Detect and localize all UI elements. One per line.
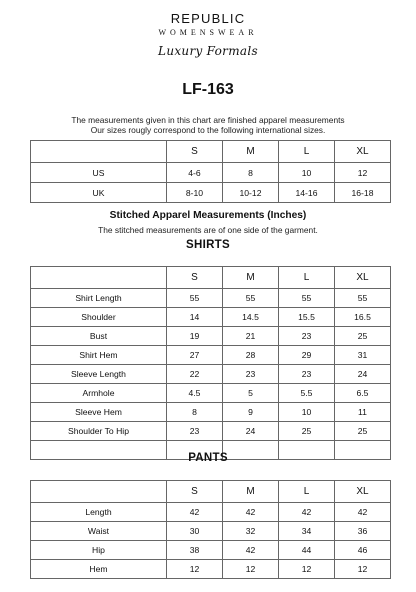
row-label: Shirt Hem [31, 346, 167, 365]
header-blank-cell [31, 481, 167, 503]
shirts-size-table [30, 266, 391, 460]
measurement-row [31, 384, 391, 403]
header-blank-cell [31, 141, 167, 163]
measurement-row [31, 503, 391, 522]
size-header-cell: M [223, 481, 279, 503]
value-cell: 55 [279, 289, 335, 308]
brand-subtitle: WOMENSWEAR [158, 28, 258, 37]
measurement-row [31, 403, 391, 422]
size-header-row [31, 267, 391, 289]
size-header-cell: L [279, 267, 335, 289]
stitched-subtitle: The stitched measurements are of one side of the garment. [98, 225, 318, 235]
row-label: Shirt Length [31, 289, 167, 308]
value-cell: 4.5 [167, 384, 223, 403]
row-label: UK [31, 183, 167, 203]
value-cell: 24 [223, 422, 279, 441]
value-cell: 30 [167, 522, 223, 541]
value-cell: 12 [335, 560, 391, 579]
value-cell: 11 [335, 403, 391, 422]
row-label: Length [31, 503, 167, 522]
size-header-cell: S [167, 267, 223, 289]
size-header-cell: S [167, 141, 223, 163]
value-cell: 42 [167, 503, 223, 522]
value-cell: 14-16 [279, 183, 335, 203]
row-label: Sleeve Hem [31, 403, 167, 422]
size-header-row [31, 141, 391, 163]
value-cell: 8-10 [167, 183, 223, 203]
pants-heading: PANTS [188, 452, 228, 464]
measurement-row [31, 560, 391, 579]
value-cell: 25 [335, 327, 391, 346]
value-cell: 23 [279, 365, 335, 384]
value-cell: 31 [335, 346, 391, 365]
stitched-title: Stitched Apparel Measurements (Inches) [109, 210, 307, 221]
value-cell: 55 [167, 289, 223, 308]
value-cell: 12 [223, 560, 279, 579]
row-label: Shoulder [31, 308, 167, 327]
measurement-row [31, 346, 391, 365]
brand-line: Luxury Formals [158, 44, 258, 58]
size-header-cell: XL [335, 141, 391, 163]
value-cell: 21 [223, 327, 279, 346]
intro-line-1: The measurements given in this chart are finished apparel measurements [71, 115, 345, 125]
row-label: Armhole [31, 384, 167, 403]
value-cell: 36 [335, 522, 391, 541]
value-cell: 5.5 [279, 384, 335, 403]
value-cell: 14.5 [223, 308, 279, 327]
value-cell: 38 [167, 541, 223, 560]
value-cell: 12 [167, 560, 223, 579]
value-cell: 24 [335, 365, 391, 384]
value-cell: 42 [279, 503, 335, 522]
value-cell: 23 [167, 422, 223, 441]
value-cell: 19 [167, 327, 223, 346]
row-label: Waist [31, 522, 167, 541]
value-cell: 16-18 [335, 183, 391, 203]
intro-line-2: Our sizes rougly correspond to the following international sizes. [90, 125, 326, 135]
value-cell: 55 [335, 289, 391, 308]
measurement-row [31, 308, 391, 327]
value-cell: 46 [335, 541, 391, 560]
international-size-table [30, 140, 391, 203]
value-cell: 22 [167, 365, 223, 384]
pants-size-table [30, 480, 391, 579]
measurement-row [31, 289, 391, 308]
header-blank-cell [31, 267, 167, 289]
value-cell: 23 [223, 365, 279, 384]
row-label: Sleeve Length [31, 365, 167, 384]
value-cell: 42 [223, 503, 279, 522]
brand-name: REPUBLIC [170, 11, 246, 26]
size-header-cell: S [167, 481, 223, 503]
measurement-row [31, 365, 391, 384]
row-label: US [31, 163, 167, 183]
size-header-cell: XL [335, 267, 391, 289]
value-cell: 25 [335, 422, 391, 441]
value-cell: 23 [279, 327, 335, 346]
value-cell: 27 [167, 346, 223, 365]
size-header-cell: XL [335, 481, 391, 503]
measurement-row [31, 541, 391, 560]
value-cell: 5 [223, 384, 279, 403]
value-cell: 15.5 [279, 308, 335, 327]
row-label: Hip [31, 541, 167, 560]
row-label: Bust [31, 327, 167, 346]
value-cell: 9 [223, 403, 279, 422]
size-header-row [31, 481, 391, 503]
value-cell: 34 [279, 522, 335, 541]
value-cell: 44 [279, 541, 335, 560]
value-cell: 12 [279, 560, 335, 579]
value-cell: 32 [223, 522, 279, 541]
value-cell: 10-12 [223, 183, 279, 203]
row-label: Shoulder To Hip [31, 422, 167, 441]
value-cell: 29 [279, 346, 335, 365]
size-header-cell: M [223, 267, 279, 289]
value-cell: 10 [279, 403, 335, 422]
product-code: LF-163 [182, 81, 234, 98]
shirts-heading: SHIRTS [186, 239, 230, 251]
value-cell: 16.5 [335, 308, 391, 327]
value-cell: 8 [167, 403, 223, 422]
measurement-row [31, 327, 391, 346]
value-cell: 6.5 [335, 384, 391, 403]
value-cell: 14 [167, 308, 223, 327]
measurement-row [31, 163, 391, 183]
size-header-cell: L [279, 481, 335, 503]
measurement-row [31, 183, 391, 203]
size-header-cell: L [279, 141, 335, 163]
size-header-cell: M [223, 141, 279, 163]
value-cell: 42 [223, 541, 279, 560]
value-cell: 55 [223, 289, 279, 308]
value-cell: 28 [223, 346, 279, 365]
value-cell: 8 [223, 163, 279, 183]
value-cell: 4-6 [167, 163, 223, 183]
value-cell: 12 [335, 163, 391, 183]
row-label: Hem [31, 560, 167, 579]
measurement-row [31, 422, 391, 441]
value-cell: 42 [335, 503, 391, 522]
value-cell: 25 [279, 422, 335, 441]
measurement-row [31, 522, 391, 541]
value-cell: 10 [279, 163, 335, 183]
